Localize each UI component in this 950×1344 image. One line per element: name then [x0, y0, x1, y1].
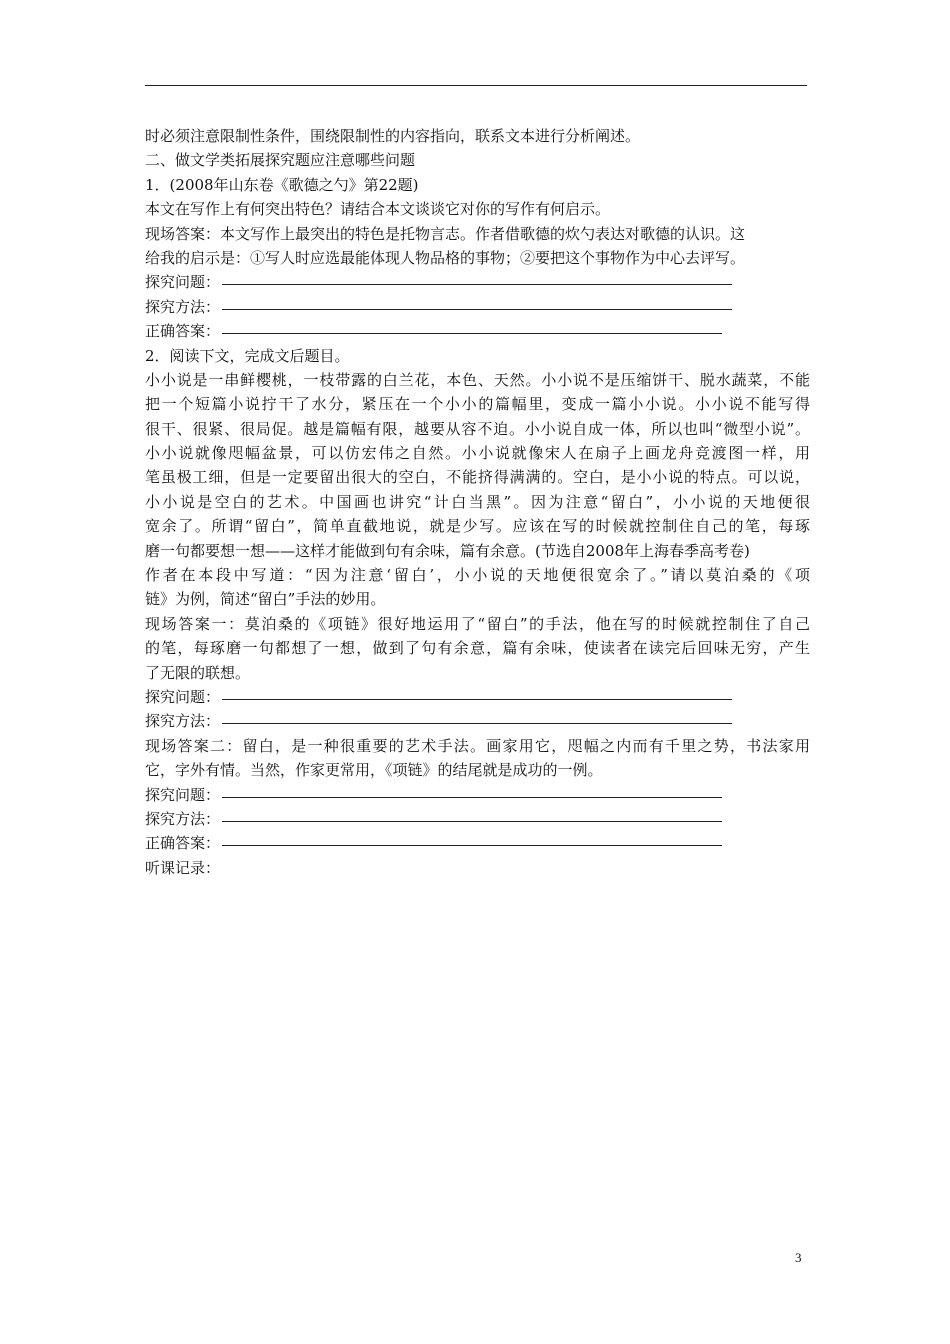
passage-line: 小小说是空白的艺术。中国画也讲究“计白当黑”。因为注意“留白”，小小说的天地便很	[145, 492, 810, 511]
answer-blank[interactable]	[222, 333, 722, 334]
header-rule	[145, 85, 807, 86]
answer-two-field-correct: 正确答案：	[145, 831, 810, 855]
answer-two-field-method: 探究方法：	[145, 807, 810, 831]
passage-line: 小小说是一串鲜樱桃，一枝带露的白兰花，本色、天然。小小说不是压缩饼干、脱水蔬菜，不能	[145, 370, 810, 389]
answer-one-field-method: 探究方法：	[145, 709, 810, 733]
question-1-answer-line-2: 给我的启示是：①写人时应选最能体现人物品格的事物；②要把这个事物作为中心去评写。	[145, 248, 746, 267]
answer-two-line: 它，字外有情。当然，作家更常用，《项链》的结尾就是成功的一例。	[145, 761, 603, 780]
passage-line: 宽余了。所谓“留白”，简单直截地说，就是少写。应该在写的时候就控制住自己的笔，每琢	[145, 517, 810, 536]
answer-one-line: 的笔，每琢磨一句都想了一想，做到了句有余意，篇有余味，使读者在读完后回味无穷，产生	[145, 639, 810, 658]
answer-blank[interactable]	[222, 821, 722, 822]
passage-line: 把一个短篇小说拧干了水分，紧压在一个小小的篇幅里，变成一篇小小说。小小说不能写得	[145, 395, 810, 414]
question-1-answer-line-1: 现场答案：本文写作上最突出的特色是托物言志。作者借歌德的炊勺表达对歌德的认识。这	[145, 224, 746, 243]
page-content	[145, 124, 810, 880]
page-number: 3	[795, 1250, 802, 1265]
passage-line: 很干、很紧、很局促。越是篇幅有限，越要从容不迫。小小说自成一体，所以也叫“微型小说”。	[145, 419, 810, 438]
question-2-intro: 2．阅读下文，完成文后题目。	[145, 346, 350, 365]
answer-two-line: 现场答案二：留白，是一种很重要的艺术手法。画家用它，咫幅之内而有千里之势，书法家用	[145, 736, 810, 755]
answer-blank[interactable]	[222, 845, 722, 846]
text-line: 时必须注意限制性条件，围绕限制性的内容指向，联系文本进行分析阐述。	[145, 127, 641, 145]
question-1-prompt: 本文在写作上有何突出特色？请结合本文谈谈它对你的写作有何启示。	[145, 200, 611, 219]
q1-field-question: 探究问题：	[145, 270, 810, 294]
passage-line: 磨一句都要想一想——这样才能做到句有余味，篇有余意。(节选自2008年上海春季高考卷)	[145, 541, 750, 560]
q1-field-correct: 正确答案：	[145, 319, 810, 343]
answer-blank[interactable]	[222, 723, 732, 724]
question-1-source: 1．(2008年山东卷《歌德之勺》第22题)	[145, 175, 419, 194]
passage-line: 笔虽极工细，但是一定要留出很大的空白，不能挤得满满的。空白，是小小说的特点。可以说，	[145, 468, 810, 487]
answer-blank[interactable]	[222, 284, 732, 285]
answer-blank[interactable]	[222, 699, 732, 700]
answer-one-line: 了无限的联想。	[145, 663, 251, 682]
answer-two-field-question: 探究问题：	[145, 783, 810, 807]
section-heading: 二、做文学类拓展探究题应注意哪些问题	[145, 151, 416, 170]
answer-blank[interactable]	[222, 797, 722, 798]
answer-one-field-question: 探究问题：	[145, 685, 810, 709]
answer-one-line: 现场答案一：莫泊桑的《项链》很好地运用了“留白”的手法，他在写的时候就控制住了自己	[145, 614, 810, 633]
passage-line: 小小说就像咫幅盆景，可以仿宏伟之自然。小小说就像宋人在扇子上画龙舟竞渡图一样，用	[145, 444, 810, 463]
question-2-prompt-line: 链》为例，简述“留白”手法的妙用。	[145, 590, 386, 609]
q1-field-method: 探究方法：	[145, 295, 810, 319]
answer-blank[interactable]	[222, 309, 732, 310]
question-2-prompt-line: 作者在本段中写道：“因为注意‘留白’，小小说的天地便很宽余了。”请以莫泊桑的《项	[145, 566, 810, 585]
notes-label: 听课记录：	[145, 858, 221, 877]
